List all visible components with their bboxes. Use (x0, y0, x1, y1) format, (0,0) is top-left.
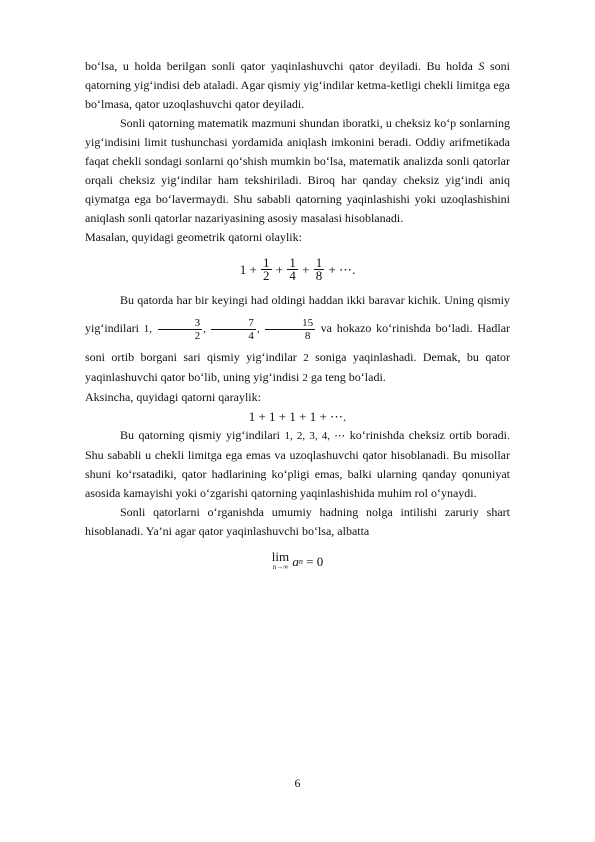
formula-limit (85, 541, 510, 581)
fraction (287, 254, 298, 283)
limit-operator (272, 551, 289, 571)
formula-ones-series (85, 407, 510, 426)
denominator: 8 (304, 329, 311, 342)
denominator: 4 (289, 267, 296, 283)
period: . (352, 261, 356, 277)
paragraph-3: Masalan, quyidagi geometrik qatorni olaylik: (85, 230, 302, 244)
denominator: 8 (315, 267, 323, 283)
numerator: 7 (211, 317, 256, 330)
inline-number: 2 (302, 372, 308, 384)
partial-sum-first: 1, (143, 323, 153, 335)
term-symbol: a (292, 553, 299, 569)
text-span: soni qatorning yig‘indisi deb ataladi. Agar qismiy yig‘indilar ketma-ketligi chekli limitga ega bo‘lmasa, qator uzoqlashuvchi qator deyiladi. (85, 59, 511, 111)
fraction (261, 254, 272, 283)
formula-geometric-series (85, 247, 510, 291)
denominator: 4 (248, 329, 254, 342)
paragraph-4 (85, 291, 510, 388)
text-span: ko‘rinishda cheksiz ortib boradi. Shu sababli u chekli limitga ega emas va uzoqlashuvchi qator hisoblanadi. Bu misollar shuni ko‘rsatadiki, qator hadlarining ko‘pligi emas, balki ularning qanday qonuniyat asosida kamayishi yoki o‘zgarishi qatorning yaqinlashishida muhim rol o‘ynaydi. (85, 428, 511, 500)
paragraph-6 (85, 426, 510, 503)
text-span: va hokazo ko‘rinishda bo‘ladi. Hadlar soni ortib borgani sari qismiy yig‘indilar (85, 321, 511, 364)
document-body (85, 57, 510, 581)
text-span: bo‘lsa, u holda berilgan sonli qator yaqinlashuvchi qator deyiladi. Bu holda (85, 59, 473, 73)
separator: , (256, 323, 260, 335)
fraction (314, 254, 325, 283)
formula-lead: 1 + (239, 261, 257, 277)
inline-number: 2 (303, 352, 309, 364)
period: . (343, 409, 347, 424)
sum-symbol: S (478, 59, 485, 73)
text-span: Bu qatorda har bir keyingi had oldingi haddan ikki baravar kichik. Uning qismiy yig‘indilari (85, 293, 510, 335)
term-subscript: n (298, 556, 303, 566)
text-span: soniga yaqinlashadi. Demak, bu qator yaqinlashuvchi qator bo‘lib, uning yig‘indisi (85, 350, 510, 384)
separator: , (203, 323, 206, 335)
formula-tail: + ⋯ (328, 261, 353, 277)
denominator: 2 (194, 329, 201, 342)
formula-rhs: = 0 (306, 553, 324, 569)
paragraph-5: Aksincha, quyidagi qatorni qaraylik: (85, 390, 261, 404)
fraction (211, 317, 256, 342)
page-number: 6 (294, 776, 301, 790)
paragraph-2: Sonli qatorning matematik mazmuni shundan iboratki, u cheksiz ko‘p sonlarning yig‘indisini limit tushunchasi yordamida aniqlash imkonini beradi. Oddiy arifmetikada faqat chekli sondagi sonlarni qo‘shish mumkin bo‘lsa, matematik analizda sonli qatorlar orqali cheksiz yig‘indilar ham tekshiriladi. Biroq har qanday cheksiz yig‘indi aniq qiymatga ega bo‘lavermaydi. Shu sababli qatorning yaqinlashishi yoki uzoqlashishini aniqlash sonli qatorlar nazariyasining asosiy masalasi hisoblanadi. (85, 116, 510, 225)
text-span: Bu qatorning qismiy yig‘indilari (120, 428, 280, 442)
lim-subscript: n→∞ (272, 563, 289, 571)
text-span: ga teng bo‘ladi. (310, 370, 386, 384)
fraction (158, 317, 203, 342)
denominator: 2 (263, 267, 270, 283)
numerator: 15 (265, 317, 315, 330)
fraction (265, 317, 315, 342)
plus-sign: + (302, 261, 310, 277)
numerator: 1 (289, 254, 296, 270)
lim-text: lim (271, 549, 290, 564)
paragraph-1 (85, 57, 510, 114)
partial-sums (143, 316, 321, 342)
numerator: 1 (315, 254, 323, 270)
inline-sequence: 1, 2, 3, 4, ⋯ (284, 430, 346, 442)
plus-sign: + (275, 261, 284, 277)
numerator: 3 (158, 317, 203, 330)
formula-text: 1 + 1 + 1 + 1 + ⋯ (248, 409, 344, 424)
numerator: 1 (263, 254, 270, 270)
paragraph-7: Sonli qatorlarni o‘rganishda umumiy hadning nolga intilishi zaruriy shart hisoblanadi. Ya’ni agar qator yaqinlashuvchi bo‘lsa, albatta (85, 505, 510, 538)
